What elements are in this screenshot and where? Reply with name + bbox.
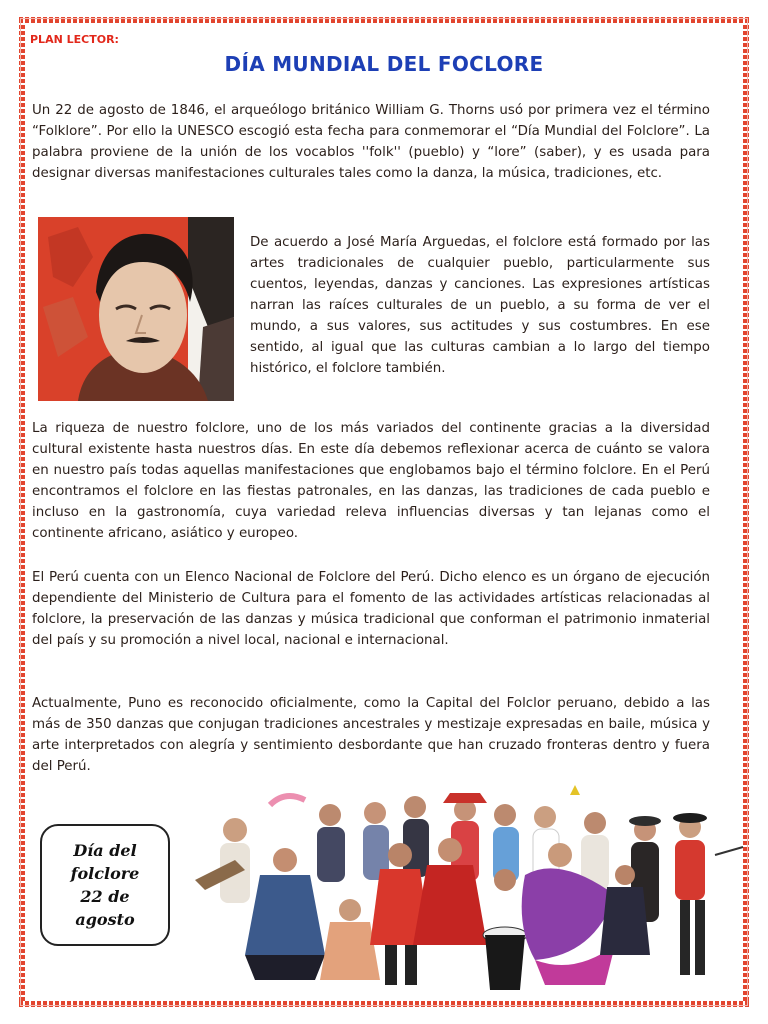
day-badge-text: Día del folclore 22 de agosto [70, 841, 140, 929]
paragraph-puno: Actualmente, Puno es reconocido oficialmente, como la Capital del Folclor peruano, debido a las más de 350 danzas que conjugan tradiciones ancestrales y mestizaje expresadas en baile, música y arte interpretados con alegría y sentimiento desbordante que han cruzado fronteras dentro y fuera del Perú. [32, 696, 710, 774]
page-title: DÍA MUNDIAL DEL FOCLORE [224, 52, 544, 76]
paragraph-intro: Un 22 de agosto de 1846, el arqueólogo británico William G. Thorns usó por primera vez el término “Folklore”. Por ello la UNESCO escogió esta fecha para conmemorar el “Día Mundial del Folclore”. La palabra proviene de la unión de los vocablos ''folk'' (pueblo) y “lore” (saber), y es usada para designar diversas manifestaciones culturales tales como la danza, la música, tradiciones, etc. [32, 103, 710, 181]
portrait-image [38, 217, 234, 401]
paragraph-riqueza: La riqueza de nuestro folclore, uno de los más variados del continente gracias a la diversidad cultural existente hasta nuestros días. En este día debemos reflexionar acerca de cuánto se valora en nuestro país todas aquellas manifestaciones que englobamos bajo el término folclore. En el Perú encontramos el folclore en las fiestas patronales, en las danzas, las tradiciones de cada pueblo e incluso en la gastronomía, cuya variedad releva influencias diversas y tan lejanas como el continente africano, asiático y europeo. [32, 421, 710, 541]
dancers-illustration [175, 785, 745, 1000]
paragraph-elenco: El Perú cuenta con un Elenco Nacional de Folclore del Perú. Dicho elenco es un órgano de ejecución dependiente del Ministerio de Cultura para el fomento de las actividades artísticas relacionadas al folclore, la preservación de las danzas y música tradicional que conforman el patrimonio inmaterial del país y su promoción a nivel local, nacional e internacional. [32, 570, 710, 648]
paragraph-arguedas: De acuerdo a José María Arguedas, el folclore está formado por las artes tradicionales de cualquier pueblo, particularmente sus cuentos, leyendas, danzas y canciones. Las expresiones artísticas narran las raíces culturales de un pueblo, a su forma de ver el mundo, a sus valores, sus actitudes y sus costumbres. En ese sentido, al igual que las culturas cambian a lo largo del tiempo histórico, el folclore también. [250, 235, 710, 376]
dancer-skirt-blue [245, 875, 325, 955]
day-badge [40, 824, 170, 946]
plan-lector-label: PLAN LECTOR: [30, 33, 119, 46]
